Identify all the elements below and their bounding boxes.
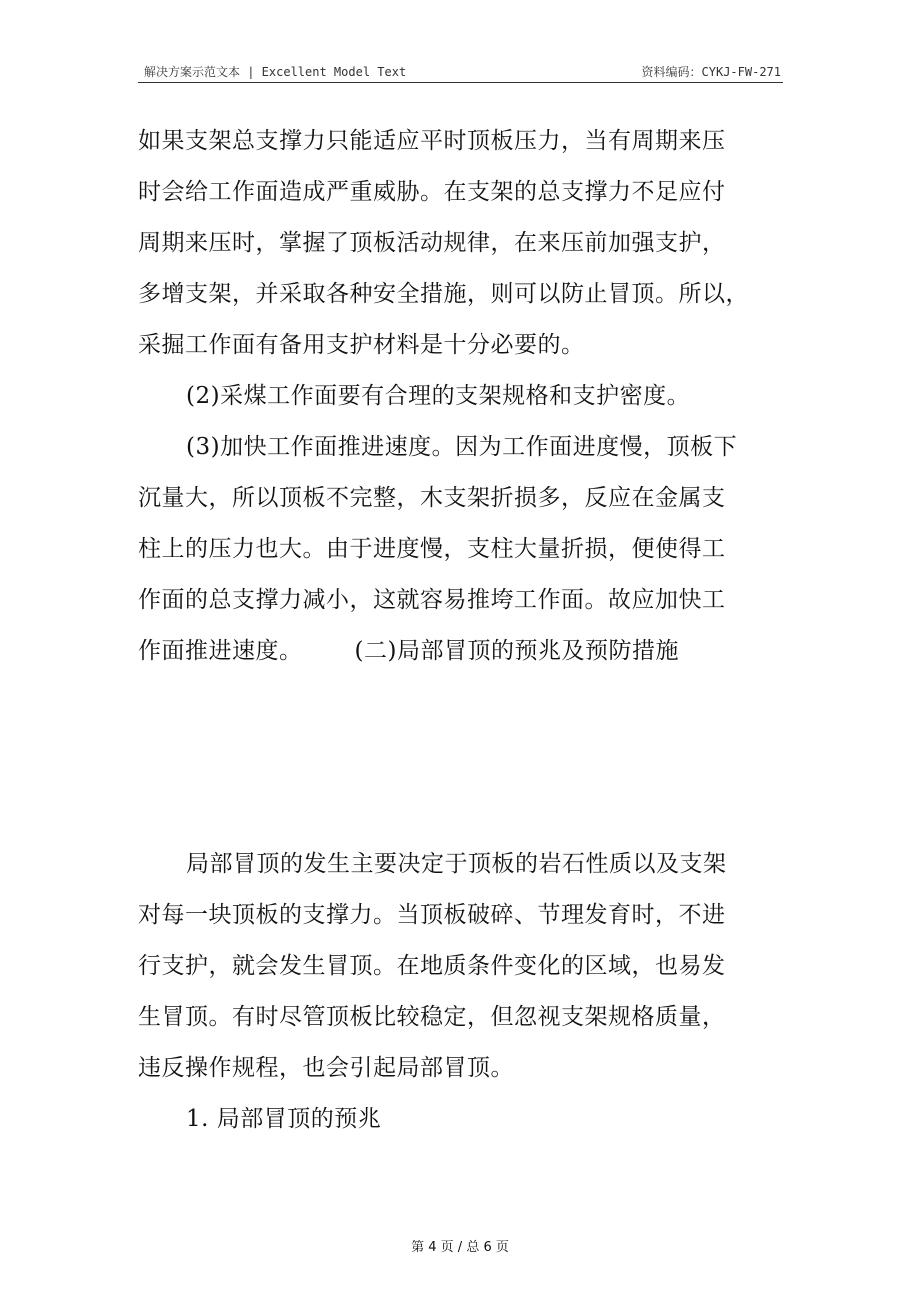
header-left-text: 解决方案示范文本 | Excellent Model Text	[144, 65, 407, 79]
paragraph-line: 多增支架，并采取各种安全措施，则可以防止冒顶。所以，	[138, 281, 749, 307]
paragraph-line-with-heading	[138, 626, 783, 677]
paragraph-line: 行支护，就会发生冒顶。在地质条件变化的区域，也易发	[138, 953, 726, 979]
paragraph-line: 采掘工作面有备用支护材料是十分必要的。	[138, 332, 585, 358]
text-block-1	[138, 116, 783, 677]
paragraph-line: 柱上的压力也大。由于进度慢，支柱大量折损，便使得工	[138, 536, 726, 562]
paragraph-line: (2)采煤工作面要有合理的支架规格和支护密度。	[186, 383, 691, 409]
paragraph-line: 时会给工作面造成严重威胁。在支架的总支撑力不足应付	[138, 179, 726, 205]
paragraph-line: 作面的总支撑力减小，这就容易推垮工作面。故应加快工	[138, 587, 726, 613]
page-header	[138, 60, 783, 83]
paragraph-line: 违反操作规程，也会引起局部冒顶。	[138, 1055, 514, 1081]
paragraph-line: 周期来压时，掌握了顶板活动规律，在来压前加强支护，	[138, 230, 726, 256]
paragraph-line: 生冒顶。有时尽管顶板比较稳定，但忽视支架规格质量，	[138, 1004, 726, 1030]
paragraph-tail-text: 作面推进速度。	[138, 638, 303, 664]
page-number: 第 4 页 / 总 6 页	[411, 1240, 509, 1255]
text-block-2	[138, 839, 783, 1145]
subsection-heading: 1. 局部冒顶的预兆	[186, 1106, 382, 1132]
header-document-code: 资料编码：CYKJ-FW-271	[641, 65, 781, 79]
paragraph-line: 如果支架总支撑力只能适应平时顶板压力，当有周期来压	[138, 128, 726, 154]
page-footer	[0, 1236, 920, 1255]
paragraph-line: 对每一块顶板的支撑力。当顶板破碎、节理发育时，不进	[138, 902, 726, 928]
paragraph-line: 沉量大，所以顶板不完整，木支架折损多，反应在金属支	[138, 485, 726, 511]
paragraph-line: (3)加快工作面推进速度。因为工作面进度慢，顶板下	[186, 434, 738, 460]
paragraph-line: 局部冒顶的发生主要决定于顶板的岩石性质以及支架	[186, 851, 727, 877]
section-heading: (二)局部冒顶的预兆及预防措施	[354, 638, 679, 664]
